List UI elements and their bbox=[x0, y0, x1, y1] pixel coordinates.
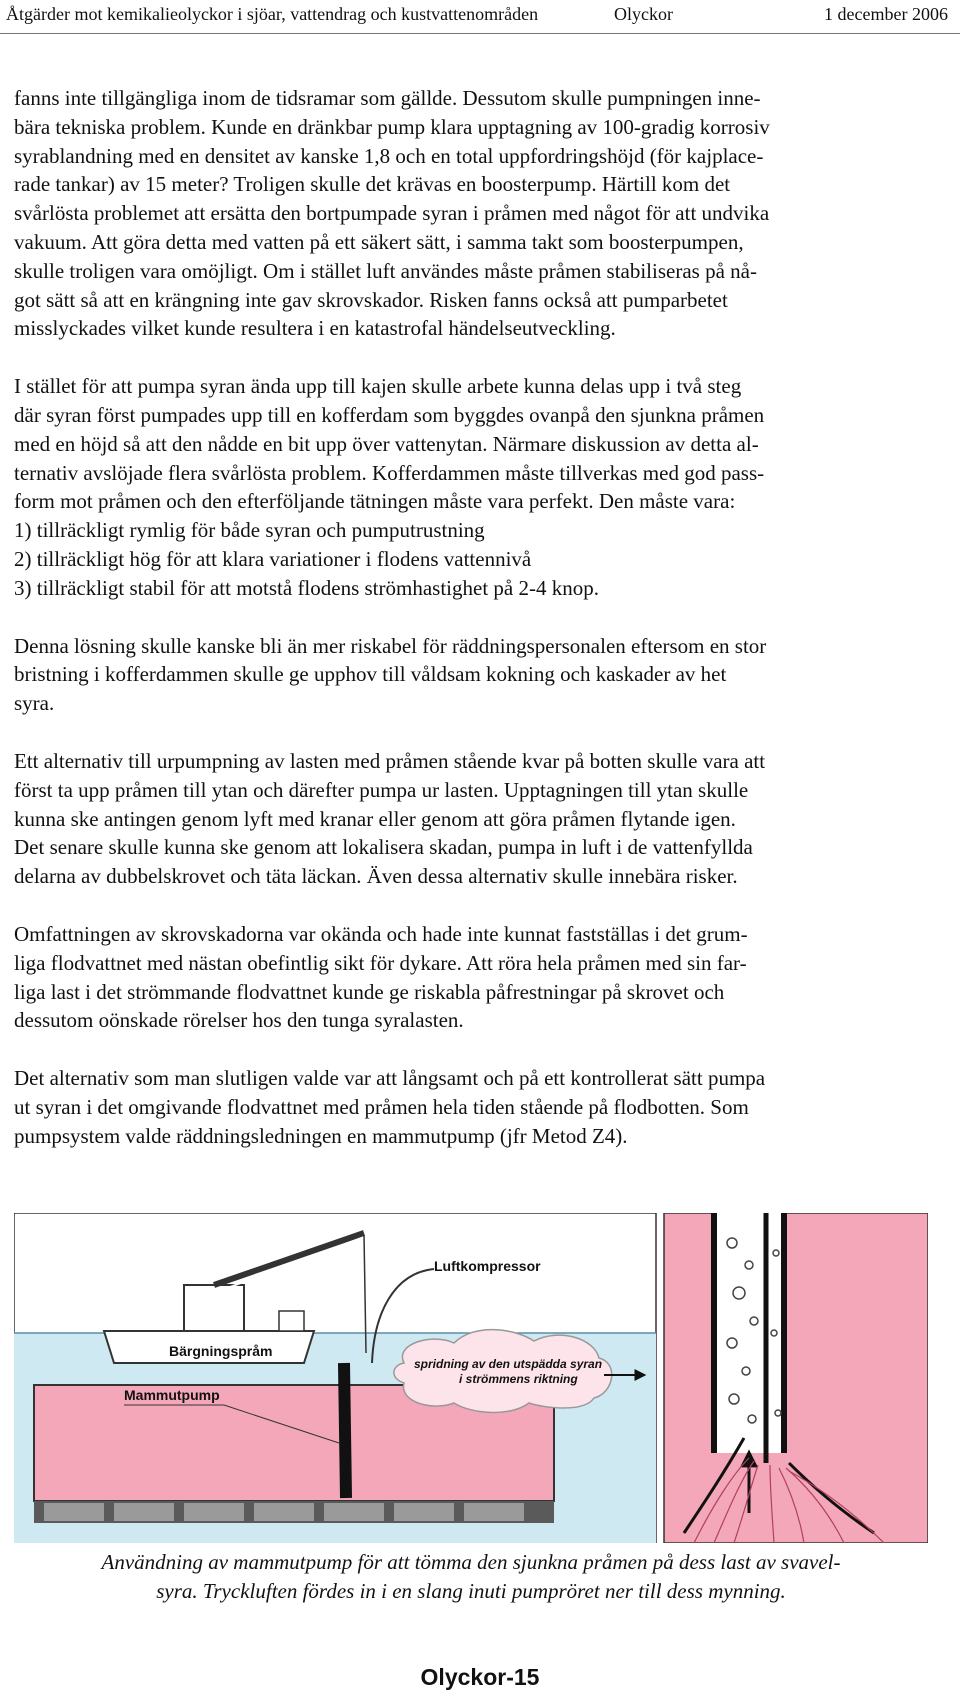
label-salvage-barge: Bärgningspråm bbox=[169, 1343, 273, 1359]
section-name: Olyckor bbox=[614, 4, 673, 24]
figure-illustration bbox=[14, 1213, 928, 1543]
text-line: pumpsystem valde räddningsledningen en mammutpump (jfr Metod Z4). bbox=[14, 1123, 628, 1148]
text-line: misslyckades vilket kunde resultera i en katastrofal händelseutveckling. bbox=[14, 316, 616, 341]
document-date: 1 december 2006 bbox=[824, 4, 948, 24]
text-line: svårlösta problemet att ersätta den bortpumpade syran i pråmen med något för att undvika bbox=[14, 201, 770, 226]
barge-scene bbox=[14, 1213, 656, 1543]
text-line: Det alternativ som man slutligen valde var att långsamt och på ett kontrollerat sätt pumpa bbox=[14, 1066, 766, 1091]
paragraph bbox=[14, 372, 944, 602]
text-line: Denna lösning skulle kanske bli än mer riskabel för räddningspersonalen eftersom en stor bbox=[14, 633, 767, 658]
page-number: Olyckor-15 bbox=[420, 1664, 540, 1690]
label-spread-2: i strömmens riktning bbox=[459, 1372, 578, 1386]
paragraph bbox=[14, 84, 944, 343]
page-header bbox=[0, 4, 960, 32]
header-divider bbox=[0, 33, 960, 34]
caption-line: syra. Tryckluften fördes in i en slang inuti pumpröret ner till dess mynning. bbox=[156, 1579, 786, 1603]
text-line: rade tankar) av 15 meter? Troligen skulle det krävas en boosterpump. Härtill kom det bbox=[14, 172, 731, 197]
text-line: 2) tillräckligt hög för att klara variationer i flodens vattennivå bbox=[14, 546, 532, 571]
paragraph bbox=[14, 747, 944, 891]
label-mammoth-pump: Mammutpump bbox=[124, 1387, 220, 1403]
text-line: I stället för att pumpa syran ända upp till kajen skulle arbete kunna delas upp i två steg bbox=[14, 374, 742, 399]
paragraph bbox=[14, 1064, 944, 1150]
text-line: ut syran i det omgivande flodvattnet med pråmen hela tiden stående på flodbotten. Som bbox=[14, 1094, 749, 1119]
text-line: 1) tillräckligt rymlig för både syran och pumputrustning bbox=[14, 518, 485, 543]
text-line: fanns inte tillgängliga inom de tidsramar som gällde. Dessutom skulle pumpningen inne- bbox=[14, 86, 761, 110]
pump-detail-scene bbox=[664, 1213, 928, 1543]
text-line: Ett alternativ till urpumpning av lasten med pråmen stående kvar på botten skulle vara att bbox=[14, 748, 766, 773]
text-line: syra. bbox=[14, 691, 55, 716]
text-line: där syran först pumpades upp till en kofferdam som byggdes ovanpå den sjunkna pråmen bbox=[14, 402, 765, 427]
pump-pipe bbox=[344, 1363, 346, 1498]
paragraph bbox=[14, 632, 944, 718]
text-line: form mot pråmen och den efterföljande tätningen måste vara perfekt. Den måste vara: bbox=[14, 489, 736, 514]
text-line: 3) tillräckligt stabil för att motstå flodens strömhastighet på 2-4 knop. bbox=[14, 575, 599, 600]
caption-line: Användning av mammutpump för att tömma den sjunkna pråmen på dess last av svavel- bbox=[101, 1550, 841, 1574]
text-line: delarna av dubbelskrovet och täta läckan. Även dessa alternativ skulle innebära risker. bbox=[14, 864, 738, 889]
text-line: först ta upp pråmen till ytan och därefter pumpa ur lasten. Upptagningen till ytan skulle bbox=[14, 777, 749, 802]
text-line: kunna ske antingen genom lyft med kranar eller genom att göra pråmen flytande igen. bbox=[14, 806, 736, 831]
label-spread-1: spridning av den utspädda syran bbox=[414, 1357, 603, 1371]
text-line: ternativ avslöjade flera svårlösta problem. Kofferdammen måste tillverkas med god pass- bbox=[14, 460, 765, 485]
paragraph bbox=[14, 920, 944, 1035]
text-line: med en höjd så att den nådde en bit upp över vattenytan. Närmare diskussion av detta al- bbox=[14, 431, 759, 456]
text-line: skulle troligen vara omöjligt. Om i stället luft användes måste pråmen stabiliseras på nå- bbox=[14, 258, 757, 283]
figure-caption bbox=[14, 1548, 928, 1606]
text-line: syrablandning med en densitet av kanske 1,8 och en total uppfordringshöjd (för kajplace- bbox=[14, 143, 764, 168]
crane-cab bbox=[184, 1285, 244, 1331]
label-compressor: Luftkompressor bbox=[434, 1258, 541, 1274]
text-line: Det senare skulle kunna ske genom att lokalisera skadan, pumpa in luft i de vattenfyllda bbox=[14, 835, 753, 860]
text-line: Omfattningen av skrovskadorna var okända och hade inte kunnat fastställas i det grum- bbox=[14, 921, 748, 946]
text-line: liga last i det strömmande flodvattnet kunde ge riskabla påfrestningar på skrovet och bbox=[14, 979, 725, 1004]
text-line: liga flodvattnet med nästan obefintlig sikt för dykare. Att röra hela pråmen med sin far- bbox=[14, 950, 747, 975]
text-line: got sätt så att en krängning inte gav skrovskador. Risken fanns också att pumparbetet bbox=[14, 287, 728, 312]
text-line: dessutom oönskade rörelser hos den tunga syralasten. bbox=[14, 1008, 464, 1033]
body-text bbox=[14, 84, 944, 1180]
mammoth-pump-figure bbox=[14, 1213, 928, 1543]
text-line: bära tekniska problem. Kunde en dränkbar pump klara upptagning av 100-gradig korrosiv bbox=[14, 114, 770, 139]
text-line: vakuum. Att göra detta med vatten på ett säkert sätt, i samma takt som boosterpumpen, bbox=[14, 229, 744, 254]
document-title: Åtgärder mot kemikalieolyckor i sjöar, vattendrag och kustvattenområden bbox=[6, 4, 539, 24]
text-line: bristning i kofferdammen skulle ge upphov till våldsam kokning och kaskader av het bbox=[14, 662, 727, 687]
